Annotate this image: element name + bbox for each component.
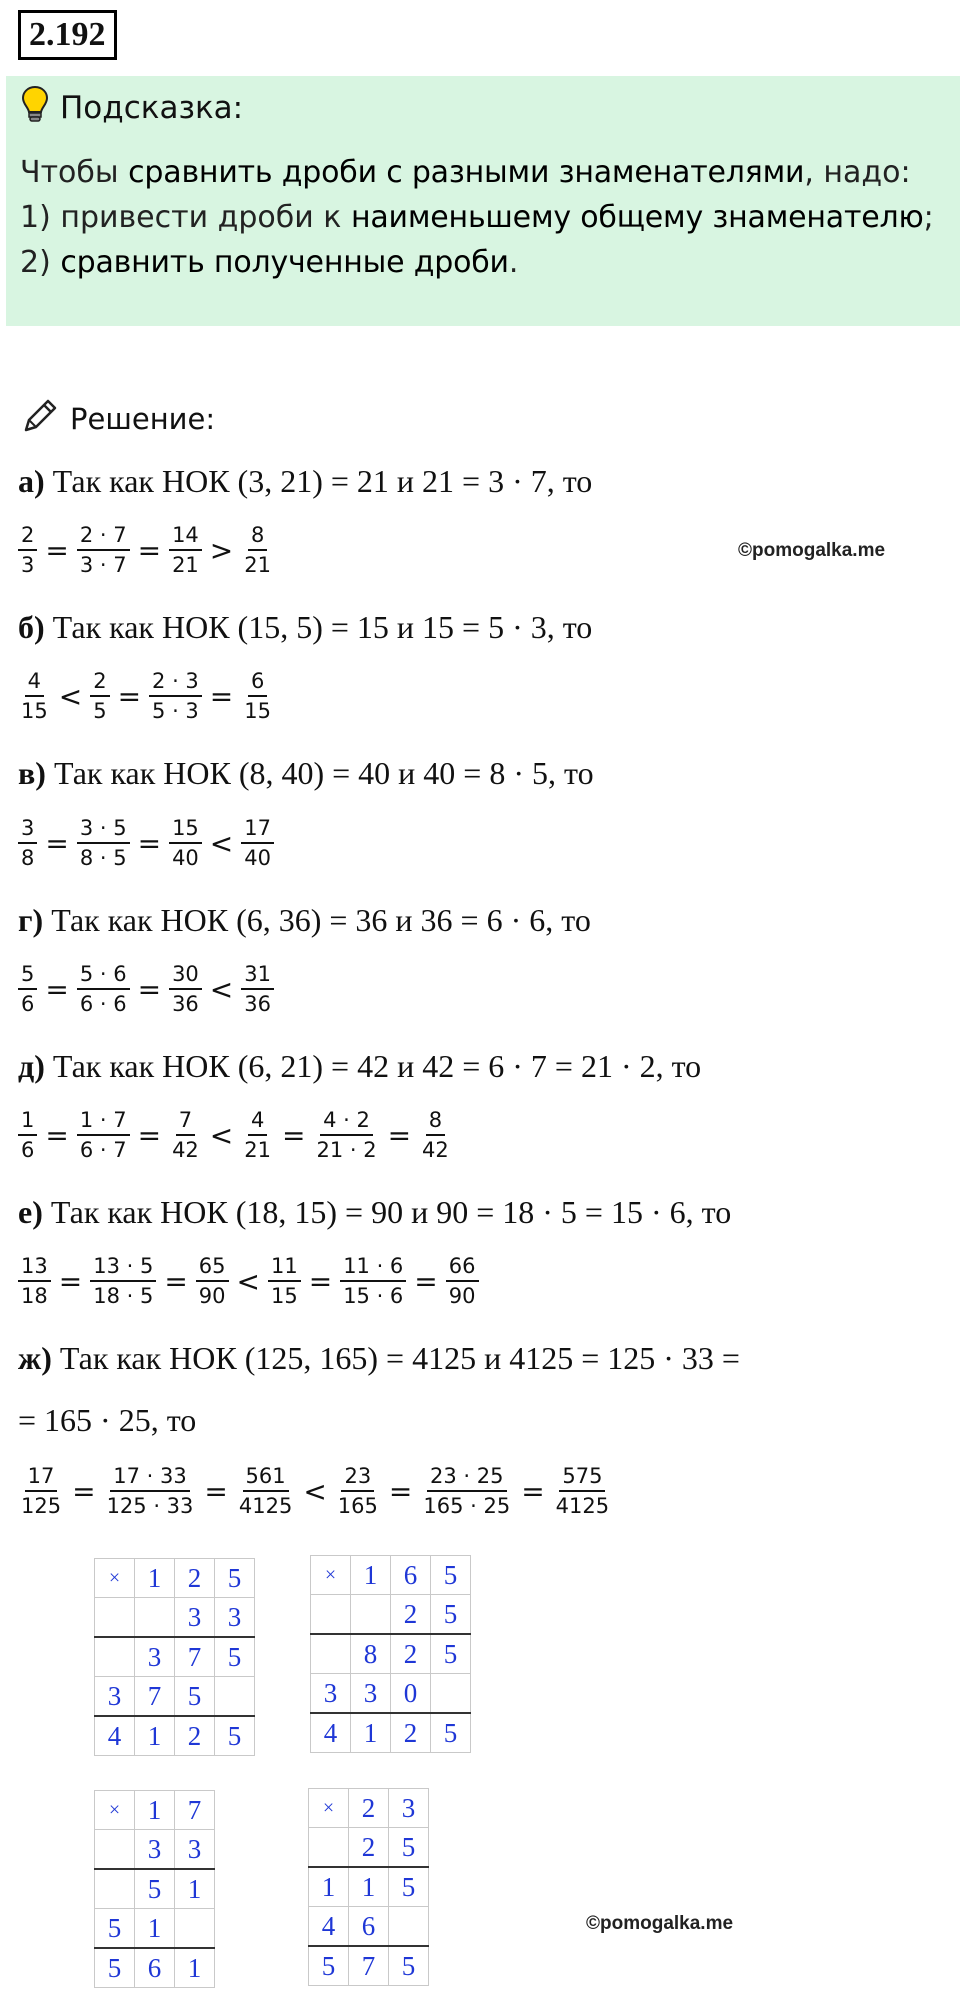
denominator: 21 — [244, 553, 271, 577]
denominator: 15 — [21, 699, 48, 723]
multiplication-grid-17x33 — [94, 1790, 215, 1988]
multiplication-grid-165x25 — [310, 1555, 471, 1753]
operator: = — [388, 1474, 413, 1508]
grid-cell: 3 — [95, 1677, 135, 1717]
grid-cell: 5 — [215, 1637, 255, 1677]
fraction — [104, 1464, 197, 1518]
fraction — [77, 962, 130, 1016]
operator: = — [58, 1264, 83, 1298]
solution-title: Решение: — [20, 394, 215, 444]
fraction — [241, 962, 274, 1016]
grid-cell: 4 — [95, 1716, 135, 1756]
operator: = — [137, 972, 162, 1006]
hint-body — [20, 150, 934, 285]
denominator: 3 · 7 — [79, 553, 127, 577]
operator: < — [303, 1474, 327, 1508]
grid-cell: 4 — [309, 1907, 349, 1947]
grid-cell: 6 — [135, 1948, 175, 1988]
operator: = — [308, 1264, 333, 1298]
numerator: 1 · 7 — [77, 1108, 130, 1136]
denominator: 15 — [270, 1284, 298, 1308]
part-e-equation — [16, 1254, 481, 1308]
denominator: 5 · 3 — [152, 699, 199, 723]
grid-cell: 0 — [391, 1674, 431, 1714]
grid-cell: 1 — [349, 1867, 389, 1907]
grid-cell — [311, 1634, 351, 1674]
denominator: 36 — [172, 992, 199, 1016]
fraction — [18, 523, 37, 577]
multiply-sign: × — [95, 1559, 135, 1598]
grid-cell: 5 — [95, 1909, 135, 1949]
denominator: 8 · 5 — [79, 846, 127, 870]
numerator: 2 · 3 — [149, 669, 202, 697]
grid-cell: 7 — [349, 1946, 389, 1986]
part-v-text: в) Так как НОК (8, 40) = 40 и 40 = 8 · 5, то — [18, 755, 594, 791]
fraction — [241, 1108, 274, 1162]
part-zh-text: ж) Так как НОК (125, 165) = 4125 и 4125 = 125 · 33 = — [18, 1340, 740, 1376]
operator: = — [45, 972, 69, 1006]
numerator: 8 — [248, 523, 267, 551]
grid-cell: 2 — [349, 1828, 389, 1868]
fraction — [18, 1108, 37, 1162]
grid-row — [95, 1909, 215, 1949]
fraction — [149, 669, 202, 723]
denominator: 6 · 6 — [79, 992, 127, 1016]
denominator: 21 — [172, 553, 199, 577]
grid-cell: 3 — [175, 1598, 215, 1638]
grid-row — [95, 1637, 255, 1677]
numerator: 14 — [169, 523, 202, 551]
grid-cell: 5 — [175, 1677, 215, 1717]
numerator: 5 · 6 — [77, 962, 130, 990]
numerator: 17 · 33 — [110, 1464, 189, 1492]
grid-cell: 1 — [135, 1716, 175, 1756]
grid-row — [95, 1598, 255, 1638]
grid-cell: 5 — [309, 1946, 349, 1986]
fraction — [169, 523, 202, 577]
grid-row — [309, 1867, 429, 1907]
denominator: 165 · 25 — [423, 1494, 511, 1518]
part-g-equation — [16, 962, 276, 1016]
denominator: 5 — [93, 699, 107, 723]
part-b-equation — [16, 669, 276, 723]
part-zh-equation — [16, 1464, 614, 1518]
grid-cell: 3 — [135, 1830, 175, 1870]
grid-row — [311, 1556, 471, 1595]
grid-cell — [309, 1828, 349, 1868]
operator: = — [414, 1264, 438, 1298]
grid-cell: 6 — [391, 1556, 431, 1595]
numerator: 5 — [18, 962, 37, 990]
grid-cell — [135, 1598, 175, 1638]
grid-row — [95, 1791, 215, 1830]
fraction — [241, 523, 274, 577]
operator: = — [137, 826, 162, 860]
grid-cell: 2 — [391, 1713, 431, 1753]
fraction — [90, 1254, 156, 1308]
operator: = — [45, 1118, 69, 1152]
grid-cell: 7 — [175, 1637, 215, 1677]
denominator: 6 — [21, 992, 35, 1016]
fraction — [90, 669, 109, 723]
fraction — [553, 1464, 612, 1518]
grid-row — [309, 1907, 429, 1947]
part-zh-text-2: = 165 · 25, то — [18, 1402, 197, 1438]
numerator: 13 — [18, 1254, 51, 1282]
grid-cell: 1 — [135, 1559, 175, 1598]
watermark: ©pomogalka.me — [738, 540, 886, 561]
grid-row — [95, 1869, 215, 1909]
part-a-text: а) Так как НОК (3, 21) = 21 и 21 = 3 · 7, то — [18, 463, 593, 499]
grid-row — [95, 1559, 255, 1598]
numerator: 17 — [25, 1464, 58, 1492]
fraction — [420, 1464, 513, 1518]
grid-cell: 7 — [135, 1677, 175, 1717]
grid-cell: 2 — [349, 1789, 389, 1828]
grid-cell: 6 — [349, 1907, 389, 1947]
denominator: 6 · 7 — [79, 1138, 127, 1162]
numerator: 1 — [18, 1108, 37, 1136]
grid-cell — [311, 1595, 351, 1635]
denominator: 18 — [21, 1284, 48, 1308]
grid-cell — [95, 1598, 135, 1638]
grid-row — [311, 1674, 471, 1714]
grid-row — [95, 1677, 255, 1717]
numerator: 3 · 5 — [77, 816, 130, 844]
operator: = — [45, 533, 69, 567]
part-v-equation — [16, 816, 276, 870]
operator: = — [117, 679, 142, 713]
grid-row — [95, 1716, 255, 1756]
denominator: 18 · 5 — [93, 1284, 154, 1308]
operator: < — [209, 972, 234, 1006]
numerator: 17 — [241, 816, 274, 844]
grid-cell: 1 — [351, 1713, 391, 1753]
fraction — [268, 1254, 301, 1308]
denominator: 3 — [21, 553, 35, 577]
part-d-equation — [16, 1108, 454, 1162]
fraction — [77, 523, 130, 577]
grid-cell — [431, 1674, 471, 1714]
grid-row — [309, 1946, 429, 1986]
denominator: 90 — [448, 1284, 476, 1308]
multiplication-grid-125x33 — [94, 1558, 255, 1756]
hint-line-1: Чтобы сравнить дроби с разными знаменателями, надо: — [20, 155, 911, 190]
grid-cell — [389, 1907, 429, 1947]
operator: < — [209, 1118, 234, 1152]
operator: < — [236, 1264, 260, 1298]
grid-cell: 3 — [175, 1830, 215, 1870]
grid-cell — [95, 1869, 135, 1909]
grid-row — [311, 1634, 471, 1674]
denominator: 90 — [198, 1284, 226, 1308]
numerator: 8 — [426, 1108, 445, 1136]
operator: = — [521, 1474, 545, 1508]
grid-cell: 2 — [175, 1559, 215, 1598]
grid-cell: 4 — [311, 1713, 351, 1753]
grid-cell: 5 — [95, 1948, 135, 1988]
grid-row — [309, 1828, 429, 1868]
denominator: 42 — [172, 1138, 199, 1162]
numerator: 3 — [18, 816, 37, 844]
numerator: 11 · 6 — [340, 1254, 406, 1282]
operator: < — [58, 679, 83, 713]
grid-row — [95, 1948, 215, 1988]
hint-title-text: Подсказка: — [60, 90, 244, 126]
numerator: 31 — [241, 962, 274, 990]
part-e-text: е) Так как НОК (18, 15) = 90 и 90 = 18 · 5 = 15 · 6, то — [18, 1194, 732, 1230]
operator: = — [137, 533, 162, 567]
grid-cell: 2 — [391, 1595, 431, 1635]
fraction — [169, 962, 202, 1016]
grid-cell: 5 — [389, 1946, 429, 1986]
grid-row — [95, 1830, 215, 1870]
operator: < — [209, 826, 234, 860]
operator: = — [282, 1118, 306, 1152]
fraction — [18, 1464, 64, 1518]
numerator: 11 — [268, 1254, 301, 1282]
operator: = — [45, 826, 69, 860]
hint-line-2: 1) привести дроби к наименьшему общему знаменателю; — [20, 200, 934, 235]
grid-cell — [351, 1595, 391, 1635]
multiply-sign: × — [95, 1791, 135, 1830]
denominator: 4125 — [238, 1494, 293, 1518]
hint-line-3: 2) сравнить полученные дроби. — [20, 245, 519, 280]
grid-cell: 3 — [135, 1637, 175, 1677]
grid-cell: 5 — [215, 1559, 255, 1598]
grid-cell — [95, 1637, 135, 1677]
part-d-text: д) Так как НОК (6, 21) = 42 и 42 = 6 · 7 = 21 · 2, то — [18, 1048, 702, 1084]
numerator: 23 — [341, 1464, 374, 1492]
grid-cell: 8 — [351, 1634, 391, 1674]
grid-cell — [95, 1830, 135, 1870]
operator: = — [209, 679, 234, 713]
numerator: 66 — [446, 1254, 479, 1282]
operator: = — [137, 1118, 162, 1152]
grid-cell — [215, 1677, 255, 1717]
fraction — [18, 816, 37, 870]
fraction — [196, 1254, 229, 1308]
hint-title — [22, 82, 243, 134]
task-number: 2.192 — [18, 10, 117, 60]
denominator: 125 — [21, 1494, 62, 1518]
numerator: 13 · 5 — [90, 1254, 156, 1282]
numerator: 4 — [248, 1108, 267, 1136]
numerator: 561 — [243, 1464, 289, 1492]
numerator: 2 — [90, 669, 109, 697]
grid-cell: 1 — [351, 1556, 391, 1595]
numerator: 2 — [18, 523, 37, 551]
multiply-sign: × — [309, 1789, 349, 1828]
fraction — [419, 1108, 452, 1162]
denominator: 8 — [21, 846, 35, 870]
denominator: 125 · 33 — [106, 1494, 194, 1518]
multiplication-grid-23x25 — [308, 1788, 429, 1986]
grid-cell — [175, 1909, 215, 1949]
part-b-text: б) Так как НОК (15, 5) = 15 и 15 = 5 · 3, то — [18, 609, 593, 645]
operator: = — [204, 1474, 228, 1508]
fraction — [340, 1254, 406, 1308]
fraction — [313, 1108, 379, 1162]
denominator: 36 — [244, 992, 271, 1016]
grid-cell: 3 — [351, 1674, 391, 1714]
denominator: 42 — [422, 1138, 449, 1162]
grid-cell: 1 — [175, 1869, 215, 1909]
fraction — [169, 1108, 202, 1162]
fraction — [77, 1108, 130, 1162]
grid-cell: 5 — [389, 1867, 429, 1907]
numerator: 575 — [559, 1464, 605, 1492]
numerator: 2 · 7 — [77, 523, 130, 551]
fraction — [18, 962, 37, 1016]
part-g-text: г) Так как НОК (6, 36) = 36 и 36 = 6 · 6, то — [18, 902, 591, 938]
grid-row — [309, 1789, 429, 1828]
denominator: 15 — [244, 699, 271, 723]
lightbulb-icon — [22, 85, 48, 131]
fraction — [77, 816, 130, 870]
numerator: 65 — [196, 1254, 229, 1282]
numerator: 30 — [169, 962, 202, 990]
grid-cell: 5 — [135, 1869, 175, 1909]
grid-cell: 2 — [175, 1716, 215, 1756]
grid-row — [311, 1595, 471, 1635]
fraction — [241, 816, 274, 870]
grid-cell: 2 — [391, 1634, 431, 1674]
fraction — [18, 669, 51, 723]
numerator: 4 — [25, 669, 44, 697]
operator: = — [164, 1264, 188, 1298]
pencil-icon — [20, 396, 60, 443]
fraction — [236, 1464, 295, 1518]
grid-cell: 1 — [309, 1867, 349, 1907]
grid-cell: 7 — [175, 1791, 215, 1830]
grid-cell: 5 — [389, 1828, 429, 1868]
denominator: 21 — [244, 1138, 271, 1162]
numerator: 6 — [248, 669, 267, 697]
denominator: 40 — [244, 846, 271, 870]
grid-cell: 5 — [431, 1713, 471, 1753]
denominator: 4125 — [555, 1494, 610, 1518]
multiply-sign: × — [311, 1556, 351, 1595]
fraction — [169, 816, 202, 870]
fraction — [335, 1464, 381, 1518]
part-a-equation — [16, 523, 276, 577]
grid-cell: 3 — [215, 1598, 255, 1638]
numerator: 4 · 2 — [320, 1108, 373, 1136]
grid-row — [311, 1713, 471, 1753]
grid-cell: 5 — [431, 1556, 471, 1595]
grid-cell: 3 — [311, 1674, 351, 1714]
hint-box — [6, 76, 960, 326]
denominator: 40 — [172, 846, 199, 870]
operator: > — [209, 533, 234, 567]
grid-cell: 5 — [431, 1634, 471, 1674]
numerator: 7 — [176, 1108, 195, 1136]
grid-cell: 5 — [215, 1716, 255, 1756]
denominator: 15 · 6 — [343, 1284, 404, 1308]
watermark: ©pomogalka.me — [586, 1913, 734, 1934]
grid-cell: 1 — [135, 1909, 175, 1949]
grid-cell: 1 — [175, 1948, 215, 1988]
grid-cell: 5 — [431, 1595, 471, 1635]
fraction — [446, 1254, 479, 1308]
denominator: 6 — [21, 1138, 35, 1162]
denominator: 165 — [337, 1494, 378, 1518]
grid-cell: 1 — [135, 1791, 175, 1830]
operator: = — [387, 1118, 412, 1152]
numerator: 23 · 25 — [427, 1464, 506, 1492]
denominator: 21 · 2 — [316, 1138, 377, 1162]
grid-cell: 3 — [389, 1789, 429, 1828]
fraction — [241, 669, 274, 723]
fraction — [18, 1254, 51, 1308]
numerator: 15 — [169, 816, 202, 844]
operator: = — [72, 1474, 96, 1508]
